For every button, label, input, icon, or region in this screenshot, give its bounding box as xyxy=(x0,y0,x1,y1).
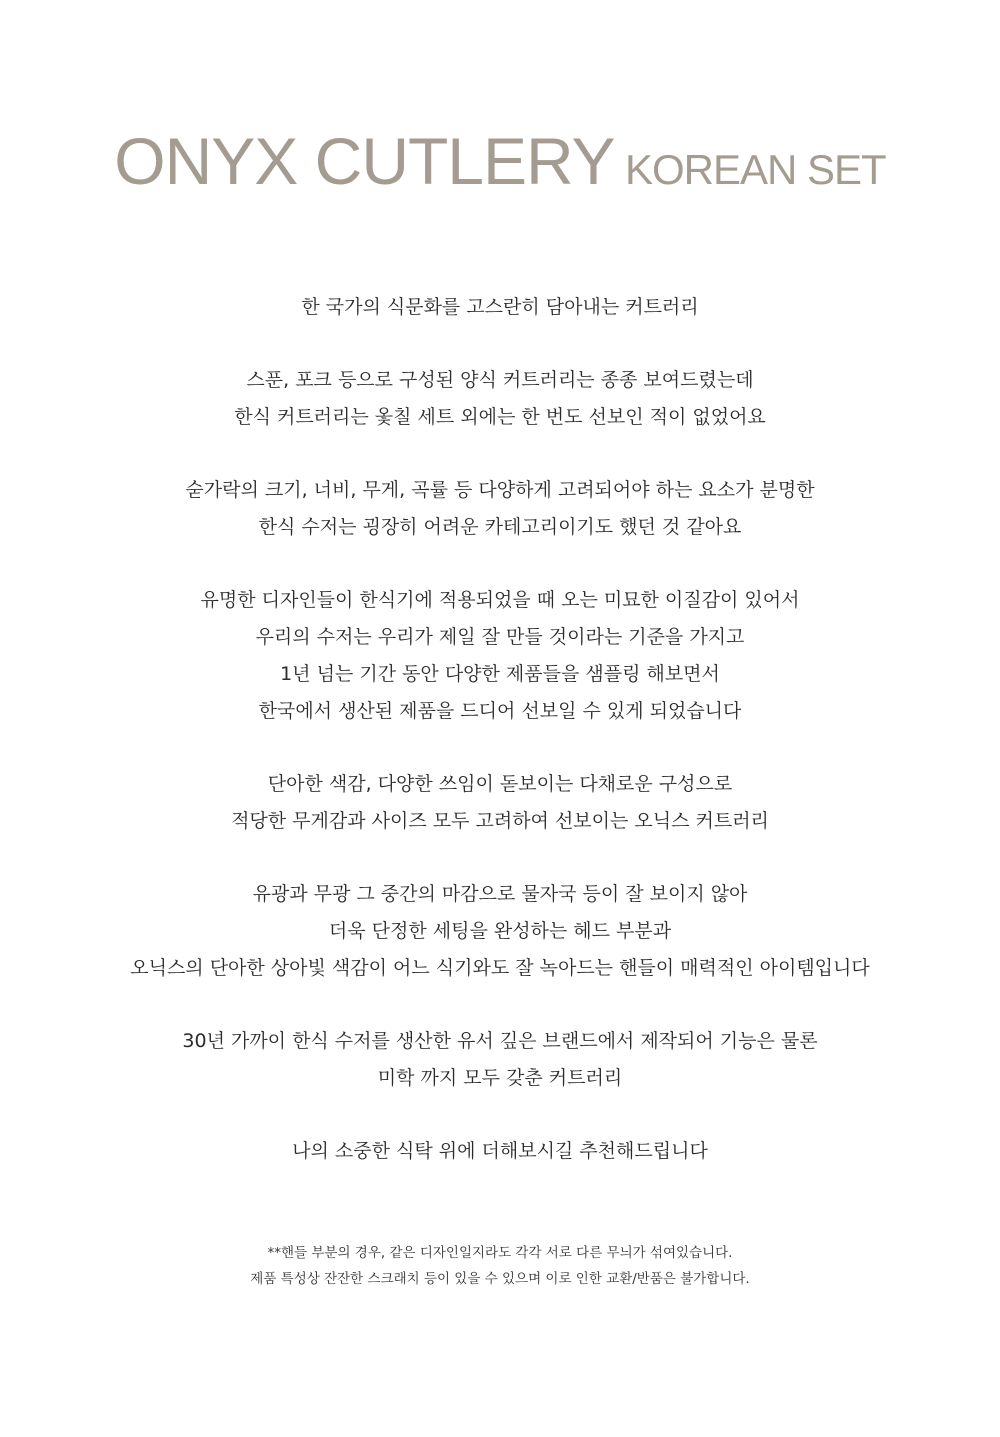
text-line: 적당한 무게감과 사이즈 모두 고려하여 선보이는 오닉스 커트러리 xyxy=(231,810,769,832)
notes-section xyxy=(0,1240,1000,1292)
text-line: 더욱 단정한 세팅을 완성하는 헤드 부분과 xyxy=(328,920,672,942)
text-line: 유명한 디자인들이 한식기에 적용되었을 때 오는 미묘한 이질감이 있어서 xyxy=(200,589,800,611)
text-line: 스푼, 포크 등으로 구성된 양식 커트러리는 종종 보여드렸는데 xyxy=(246,369,754,391)
text-line: 한식 수저는 굉장히 어려운 카테고리이기도 했던 것 같아요 xyxy=(258,516,742,538)
text-line: 나의 소중한 식탁 위에 더해보시길 추천해드립니다 xyxy=(292,1140,708,1162)
paragraph-difficulty xyxy=(0,472,1000,546)
paragraph-brand xyxy=(0,1023,1000,1097)
title-main: ONYX CUTLERY xyxy=(114,124,615,198)
page-title xyxy=(0,124,1000,198)
text-line: 1년 넘는 기간 동안 다양한 제품들을 샘플링 해보면서 xyxy=(280,663,720,685)
note-line: 제품 특성상 잔잔한 스크래치 등이 있을 수 있으며 이로 인한 교환/반품은 불가합니다. xyxy=(250,1271,750,1287)
text-line: 30년 가까이 한식 수저를 생산한 유서 깊은 브랜드에서 제작되어 기능은 물론 xyxy=(182,1030,818,1052)
text-line: 숟가락의 크기, 너비, 무게, 곡률 등 다양하게 고려되어야 하는 요소가 분명한 xyxy=(185,479,815,501)
text-line: 유광과 무광 그 중간의 마감으로 물자국 등이 잘 보이지 않아 xyxy=(252,883,748,905)
text-line: 한식 커트러리는 옻칠 세트 외에는 한 번도 선보인 적이 없었어요 xyxy=(234,406,766,428)
note-line: **핸들 부분의 경우, 같은 디자인일지라도 각각 서로 다른 무늬가 섞여있습니다. xyxy=(267,1245,733,1261)
title-sub: KOREAN SET xyxy=(624,146,886,193)
paragraph-intro xyxy=(0,289,1000,326)
text-line: 단아한 색감, 다양한 쓰임이 돋보이는 다채로운 구성으로 xyxy=(267,773,733,795)
description-body xyxy=(0,289,1000,1206)
paragraph-development xyxy=(0,582,1000,730)
text-line: 오닉스의 단아한 상아빛 색감이 어느 식기와도 잘 녹아드는 핸들이 매력적인 아이템입니다 xyxy=(130,957,870,979)
text-line: 우리의 수저는 우리가 제일 잘 만들 것이라는 기준을 가지고 xyxy=(255,626,745,648)
paragraph-background xyxy=(0,362,1000,436)
paragraph-composition xyxy=(0,766,1000,840)
paragraph-recommendation xyxy=(0,1133,1000,1170)
text-line: 미학 까지 모두 갖춘 커트러리 xyxy=(377,1067,623,1089)
text-line: 한 국가의 식문화를 고스란히 담아내는 커트러리 xyxy=(301,296,699,318)
text-line: 한국에서 생산된 제품을 드디어 선보일 수 있게 되었습니다 xyxy=(258,700,742,722)
paragraph-finish xyxy=(0,876,1000,987)
